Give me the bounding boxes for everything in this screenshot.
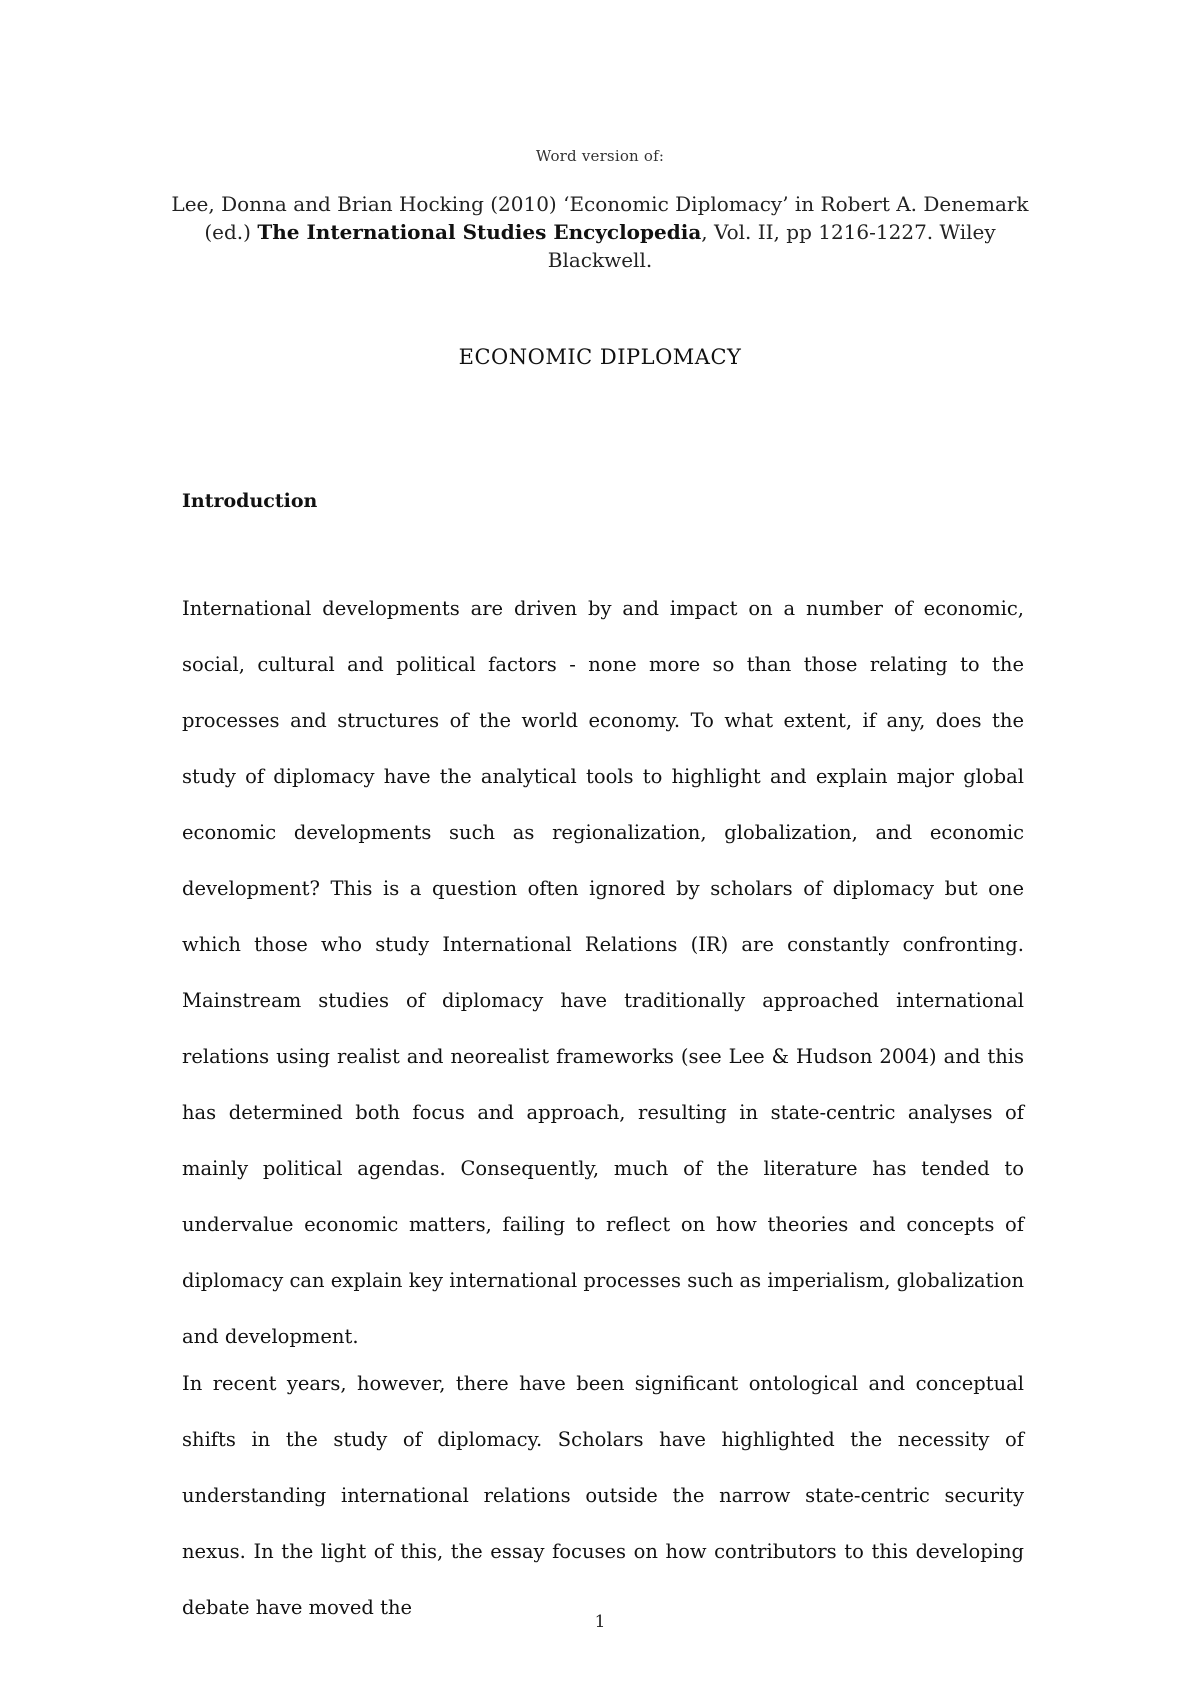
document-title: ECONOMIC DIPLOMACY <box>458 345 742 369</box>
citation-authors: Lee, Donna and Brian Hocking (2010) ‘Economic Diplomacy’ in Robert A. Denemark (ed.) <box>171 192 1029 244</box>
page-number: 1 <box>594 1612 606 1632</box>
section-heading-introduction: Introduction <box>182 490 318 512</box>
body-paragraph: International developments are driven by and impact on a number of economic, social, cultural and political factors - none more so than those relating to the processes and structures of the world economy. To what extent, if any, does the study of diplomacy have the analytical tools to highlight and explain major global economic developments such as regionalization, globalization, and economic development? This is a question often ignored by scholars of diplomacy but one which those who study International Relations (IR) are constantly confronting. Mainstream studies of diplomacy have traditionally approached international relations using realist and neorealist frameworks (see Lee & Hudson 2004) and this has determined both focus and approach, resulting in state-centric analyses of mainly political agendas. Consequently, much of the literature has tended to undervalue economic matters, failing to reflect on how theories and concepts of diplomacy can explain key international processes such as imperialism, globalization and development. <box>182 596 1024 1348</box>
preface-note: Word version of: <box>535 147 665 165</box>
citation-book-title: The International Studies Encyclopedia <box>257 220 702 244</box>
citation <box>160 190 1040 274</box>
body-paragraph: In recent years, however, there have been significant ontological and conceptual shifts in the study of diplomacy. Scholars have highlighted the necessity of understanding international relations outside the narrow state-centric security nexus. In the light of this, the essay focuses on how contributors to this developing debate have moved the <box>182 1371 1024 1619</box>
citation-details: , Vol. II, pp 1216-1227. Wiley Blackwell. <box>547 220 996 272</box>
